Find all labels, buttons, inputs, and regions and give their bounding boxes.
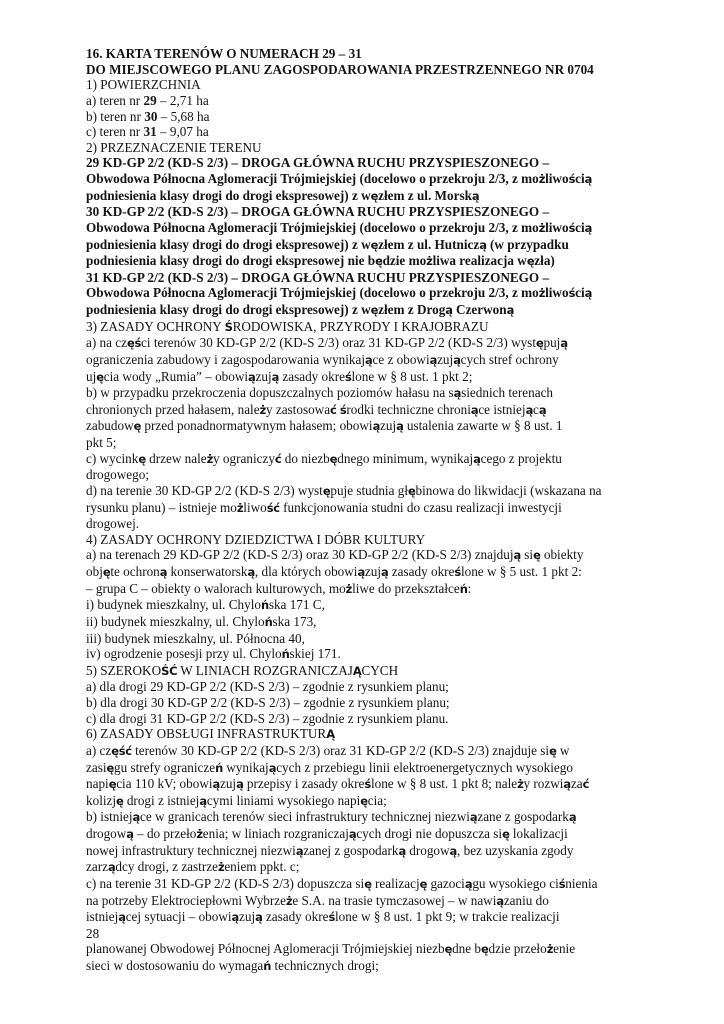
text-segment: 31: [143, 124, 157, 140]
text-line: [86, 124, 724, 140]
substituted-glyph: ą: [584, 220, 593, 235]
substituted-glyph: ą: [496, 893, 504, 908]
substituted-glyph: Ą: [352, 663, 362, 678]
text-line: [86, 631, 724, 647]
text-segment: 2) PRZEZNACZENIE TERENU: [86, 139, 262, 155]
substituted-glyph: ą: [538, 402, 547, 417]
document-lines: [86, 46, 724, 975]
substituted-glyph: ż: [546, 942, 554, 957]
section-heading: [86, 319, 724, 336]
substituted-glyph: ą: [348, 827, 357, 841]
text-segment: rysunku planu) – istnieje możliwość funkcjonowania studni do czasu realizacji inwestycji: [86, 499, 562, 515]
substituted-glyph: ę: [408, 483, 416, 498]
text-line: [86, 597, 724, 614]
substituted-glyph: ą: [429, 352, 438, 367]
text-segment: Obwodowa Północna Aglomeracji Trójmiejskiej (docelowo o przekroju 2/3, z możliwością: [86, 285, 593, 301]
substituted-glyph: ż: [217, 860, 225, 875]
substituted-glyph: ą: [525, 402, 534, 417]
document-title-line: [86, 46, 724, 62]
text-line: [86, 237, 724, 254]
substituted-glyph: ś: [454, 565, 461, 579]
substituted-glyph: ę: [360, 793, 368, 808]
text-segment: iv) ogrodzenie posesji przy ul. Chylońskiej 171.: [86, 646, 341, 662]
substituted-glyph: ę: [444, 942, 453, 957]
substituted-glyph: ę: [481, 942, 489, 957]
substituted-glyph: ę: [419, 876, 428, 891]
text-segment: a) na terenach 29 KD-GP 2/2 (KD-S 2/3) oraz 30 KD-GP 2/2 (KD-S 2/3) znajdują się obiekty: [86, 547, 584, 563]
text-line: [86, 909, 724, 926]
text-segment: podniesienia klasy drogi do drogi ekspresowej) z węzłem z ul. Morską: [86, 187, 480, 203]
text-segment: a) dla drogi 29 KD-GP 2/2 (KD-S 2/3) – zgodnie z rysunkiem planu;: [86, 679, 449, 695]
text-line: [86, 253, 724, 270]
text-line: [86, 402, 724, 419]
substituted-glyph: ą: [469, 810, 478, 825]
substituted-glyph: ś: [339, 402, 347, 417]
substituted-glyph: ą: [568, 810, 577, 825]
substituted-glyph: ą: [453, 352, 461, 367]
text-line: [86, 285, 724, 302]
substituted-glyph: ą: [470, 402, 479, 417]
text-line: [86, 941, 724, 958]
substituted-glyph: ą: [268, 760, 277, 775]
text-line: [86, 109, 724, 125]
text-segment: d) na terenie 30 KD-GP 2/2 (KD-S 2/3) występuje studnia głębinowa do likwidacji (wskazana na: [86, 482, 602, 498]
text-segment: c) teren nr: [86, 124, 144, 140]
text-line: [86, 809, 724, 826]
text-line: [86, 516, 724, 532]
substituted-glyph: ę: [526, 254, 535, 269]
text-line: [86, 614, 724, 631]
text-segment: 4) ZASADY OCHRONY DZIEDZICTWA I DÓBR KULTURY: [86, 531, 426, 547]
text-segment: iii) budynek mieszkalny, ul. Północna 40,: [86, 630, 305, 646]
text-segment: ii) budynek mieszkalny, ul. Chylońska 173,: [86, 613, 317, 629]
text-segment: c) wycinkę drzew należy ograniczyć do niezbędnego minimum, wynikającego z projektu: [86, 450, 562, 466]
text-segment: – 2,71 ha: [156, 92, 209, 108]
page-number: [86, 926, 724, 942]
substituted-glyph: ż: [196, 827, 203, 841]
text-segment: b) istniejące w granicach terenów sieci infrastruktury technicznej niezwiązane z gospodarką: [86, 809, 577, 825]
text-segment: zabudowę przed ponadnormatywnym hałasem; obowiązują ustalenia zawarte w § 8 ust. 1: [86, 418, 563, 434]
text-line: [86, 859, 724, 876]
text-line: [86, 418, 724, 435]
substituted-glyph: ń: [260, 598, 269, 613]
substituted-glyph: ą: [372, 419, 381, 434]
text-segment: b) dla drogi 30 KD-GP 2/2 (KD-S 2/3) – zgodnie z rysunkiem planu;: [86, 695, 450, 710]
text-line: [86, 435, 724, 451]
document-title-line: [86, 62, 724, 78]
text-segment: 29: [143, 92, 157, 108]
text-line: [86, 500, 724, 517]
text-segment: drogowego;: [86, 467, 149, 483]
text-segment: zasięgu strefy ograniczeń wynikających z przebiegu linii elektroenergetycznych wysokiego: [86, 759, 573, 775]
substituted-glyph: ś: [344, 369, 352, 384]
section-heading: [86, 532, 724, 548]
text-segment: podniesienia klasy drogi do drogi ekspresowej) z węzłem z ul. Hutniczą (w przypadku: [86, 236, 569, 252]
text-line: [86, 93, 724, 109]
substituted-glyph: ą: [381, 565, 389, 579]
text-segment: napięcia 110 kV; obowiązują przepisy i zasady określone w § 8 ust. 1 pkt 8; należy rozwiązać: [86, 776, 590, 792]
text-line: [86, 547, 724, 564]
text-line: [86, 302, 724, 319]
substituted-glyph: ę: [370, 237, 379, 252]
text-line: [86, 679, 724, 695]
text-segment: i) budynek mieszkalny, ul. Chylońska 171 C,: [86, 597, 325, 613]
text-segment: b) teren nr: [86, 108, 145, 124]
text-segment: kolizję drogi z istniejącymi liniami wysokiego napięcia;: [86, 792, 387, 808]
text-line: [86, 776, 724, 793]
text-line: [86, 958, 724, 975]
substituted-glyph: ż: [538, 220, 546, 235]
text-line: [86, 467, 724, 483]
substituted-glyph: ą: [449, 843, 457, 858]
text-segment: c) na terenie 31 KD-GP 2/2 (KD-S 2/3) dopuszcza się realizację gazociągu wysokiego ciśnienia: [86, 875, 598, 891]
substituted-glyph: ż: [236, 500, 244, 515]
section-heading: [86, 663, 724, 680]
substituted-glyph: ą: [453, 386, 462, 401]
substituted-glyph: ą: [231, 910, 239, 925]
text-segment: 3) ZASADY OCHRONY ŚRODOWISKA, PRZYRODY I KRAJOBRAZU: [86, 318, 489, 334]
substituted-glyph: ść: [266, 500, 280, 515]
substituted-glyph: ę: [370, 188, 379, 203]
text-line: [86, 564, 724, 581]
substituted-glyph: ż: [517, 777, 524, 792]
substituted-glyph: ą: [398, 843, 406, 858]
text-line: [86, 369, 724, 386]
substituted-glyph: ą: [236, 777, 244, 792]
text-segment: Obwodowa Północna Aglomeracji Trójmiejskiej (docelowo o przekroju 2/3, z możliwością: [86, 171, 593, 186]
substituted-glyph: ę: [533, 548, 541, 563]
text-segment: 16. KARTA TERENÓW O NUMERACH 29 – 31: [86, 46, 362, 61]
text-segment: chronionych przed hałasem, należy zastosować środki techniczne chroniące istniejącą: [86, 401, 547, 417]
text-line: [86, 483, 724, 500]
substituted-glyph: ą: [118, 910, 126, 925]
substituted-glyph: ą: [295, 843, 304, 858]
substituted-glyph: ą: [396, 419, 404, 434]
section-heading: [86, 140, 724, 156]
substituted-glyph: ś: [568, 172, 576, 186]
text-segment: planowanej Obwodowej Północnej Aglomeracji Trójmiejskiej niezbędne będzie przełożenie: [86, 941, 576, 957]
substituted-glyph: ą: [560, 336, 568, 351]
substituted-glyph: ę: [116, 793, 124, 808]
text-line: [86, 711, 724, 727]
substituted-glyph: ń: [263, 959, 272, 973]
text-segment: 29 KD-GP 2/2 (KD-S 2/3) – DROGA GŁÓWNA RUCHU PRZYSPIESZONEGO –: [86, 155, 550, 171]
text-line: [86, 826, 724, 843]
substituted-glyph: ś: [558, 876, 566, 891]
text-segment: 6) ZASADY OBSŁUGI INFRASTRUKTURĄ: [86, 726, 335, 742]
substituted-glyph: ą: [357, 565, 365, 579]
substituted-glyph: ą: [471, 188, 480, 203]
text-segment: na potrzeby Elektrociepłowni Wybrzeże S.A. na trasie tymczasowej – w nawiązaniu do: [86, 892, 549, 908]
text-line: [86, 335, 724, 352]
text-segment: ujęcia wody „Rumia” – obowiązują zasady określone w § 8 ust. 1 pkt 2;: [86, 368, 473, 384]
substituted-glyph: ę: [375, 254, 383, 269]
substituted-glyph: ń: [264, 614, 273, 629]
text-segment: 30: [144, 108, 158, 124]
text-line: [86, 695, 724, 711]
substituted-glyph: ś: [328, 910, 336, 925]
text-line: [86, 171, 724, 188]
substituted-glyph: ń: [215, 760, 223, 775]
text-line: [86, 220, 724, 237]
text-segment: pkt 5;: [86, 435, 117, 450]
text-segment: c) dla drogi 31 KD-GP 2/2 (KD-S 2/3) – zgodnie z rysunkiem planu.: [86, 710, 449, 726]
text-segment: istniejącej sytuacji – obowiązują zasady określone w § 8 ust. 1 pkt 9; w trakcie realizacji: [86, 909, 560, 925]
text-segment: zarządcy drogi, z zastrzeżeniem ppkt. c;: [86, 859, 300, 875]
text-line: [86, 876, 724, 893]
text-segment: a) część terenów 30 KD-GP 2/2 (KD-S 2/3) oraz 31 KD-GP 2/2 (KD-S 2/3) znajduje się w: [86, 742, 570, 758]
substituted-glyph: ą: [212, 777, 220, 792]
substituted-glyph: ę: [322, 483, 331, 498]
text-segment: nowej infrastruktury technicznej niezwiązanej z gospodarką drogową, bez uzyskania zgody: [86, 842, 574, 858]
text-segment: 28: [86, 925, 100, 941]
substituted-glyph: ą: [464, 876, 473, 891]
substituted-glyph: ś: [364, 777, 371, 792]
substituted-glyph: ę: [549, 743, 557, 758]
substituted-glyph: ą: [445, 303, 453, 317]
substituted-glyph: ż: [538, 286, 546, 301]
substituted-glyph: ć: [330, 402, 337, 417]
text-line: [86, 270, 724, 286]
text-line: [86, 352, 724, 369]
substituted-glyph: ą: [255, 910, 263, 925]
section-heading: [86, 726, 724, 743]
substituted-glyph: ę: [106, 760, 114, 775]
text-segment: a) na części terenów 30 KD-GP 2/2 (KD-S 2/3) oraz 31 KD-GP 2/2 (KD-S 2/3) występują: [86, 335, 568, 351]
text-segment: – 5,68 ha: [157, 108, 210, 124]
substituted-glyph: ą: [479, 237, 487, 252]
substituted-glyph: ż: [345, 581, 353, 596]
text-segment: – grupa C – obiekty o walorach kulturowych, możliwe do przekształceń:: [86, 580, 472, 596]
substituted-glyph: ę: [108, 777, 117, 792]
text-line: [86, 451, 724, 468]
substituted-glyph: ń: [459, 581, 468, 596]
substituted-glyph: ż: [206, 451, 214, 466]
text-segment: b) w przypadku przekroczenia dopuszczalnych poziomów hałasu na sąsiednich terenach: [86, 385, 554, 401]
substituted-glyph: ą: [513, 548, 521, 563]
substituted-glyph: ń: [281, 647, 290, 662]
substituted-glyph: ą: [563, 777, 571, 792]
substituted-glyph: ę: [102, 565, 111, 579]
text-segment: podniesienia klasy drogi do drogi ekspresowej) z węzłem z Drogą Czerwoną: [86, 302, 515, 317]
text-line: [86, 760, 724, 777]
substituted-glyph: ą: [506, 303, 515, 317]
text-segment: a) teren nr: [86, 92, 144, 108]
text-segment: 1) POWIERZCHNIA: [86, 77, 201, 93]
text-segment: objęte ochroną konserwatorską, dla których obowiązują zasady określone w § 5 ust. 1 pkt 2:: [86, 564, 582, 579]
substituted-glyph: ś: [568, 220, 576, 235]
text-line: [86, 893, 724, 910]
text-line: [86, 581, 724, 598]
text-line: [86, 385, 724, 402]
text-line: [86, 188, 724, 205]
substituted-glyph: ą: [126, 827, 134, 841]
text-segment: 5) SZEROKOŚĆ W LINIACH ROZGRANICZAJĄCYCH: [86, 662, 399, 678]
text-segment: drogowej.: [86, 516, 140, 532]
substituted-glyph: ć: [274, 451, 282, 466]
text-segment: Obwodowa Północna Aglomeracji Trójmiejskiej (docelowo o przekroju 2/3, z możliwością: [86, 219, 593, 235]
text-line: [86, 155, 724, 171]
substituted-glyph: ą: [584, 172, 593, 186]
text-line: [86, 743, 724, 760]
substituted-glyph: ę: [96, 369, 104, 384]
text-segment: podniesienia klasy drogi do drogi ekspresowej nie będzie możliwa realizacja węzła): [86, 253, 555, 269]
text-segment: ograniczenia zabudowy i zagospodarowania wynikające z obowiązujących stref ochrony: [86, 351, 559, 367]
text-segment: 30 KD-GP 2/2 (KD-S 2/3) – DROGA GŁÓWNA RUCHU PRZYSPIESZONEGO –: [86, 204, 550, 220]
substituted-glyph: ą: [132, 810, 140, 825]
substituted-glyph: ą: [199, 793, 207, 808]
text-segment: – 9,07 ha: [156, 124, 209, 140]
text-line: [86, 646, 724, 663]
text-segment: drogową – do przełożenia; w liniach rozgraniczających drogi nie dopuszcza się lokalizacji: [86, 826, 568, 841]
substituted-glyph: ę: [138, 451, 146, 466]
substituted-glyph: ę: [502, 827, 510, 841]
substituted-glyph: ą: [247, 565, 255, 579]
substituted-glyph: Ś: [224, 319, 233, 334]
text-line: [86, 843, 724, 860]
substituted-glyph: ś: [568, 286, 576, 301]
substituted-glyph: ą: [159, 565, 168, 579]
substituted-glyph: ŚĆ: [161, 663, 178, 678]
substituted-glyph: ą: [271, 369, 280, 384]
substituted-glyph: ę: [364, 876, 372, 891]
substituted-glyph: ż: [426, 254, 433, 269]
substituted-glyph: ą: [473, 451, 481, 466]
substituted-glyph: ą: [248, 369, 256, 384]
text-segment: sieci w dostosowaniu do wymagań technicznych drogi;: [86, 958, 379, 973]
substituted-glyph: ę: [370, 303, 379, 317]
substituted-glyph: ą: [107, 860, 116, 875]
substituted-glyph: ą: [365, 352, 373, 367]
substituted-glyph: ć: [582, 777, 590, 792]
substituted-glyph: ż: [259, 402, 266, 417]
substituted-glyph: ę: [329, 451, 338, 466]
text-line: [86, 204, 724, 220]
substituted-glyph: Ą: [326, 727, 335, 742]
substituted-glyph: ę: [133, 419, 142, 434]
text-segment: 31 KD-GP 2/2 (KD-S 2/3) – DROGA GŁÓWNA RUCHU PRZYSPIESZONEGO –: [86, 269, 550, 285]
substituted-glyph: ę: [535, 336, 544, 351]
substituted-glyph: ęś: [127, 336, 142, 351]
substituted-glyph: ż: [538, 172, 546, 186]
section-heading: [86, 77, 724, 93]
text-segment: DO MIEJSCOWEGO PLANU ZAGOSPODAROWANIA PRZESTRZENNEGO NR 0704: [86, 61, 594, 77]
substituted-glyph: ż: [286, 893, 293, 908]
text-line: [86, 793, 724, 810]
substituted-glyph: ęść: [111, 743, 132, 758]
substituted-glyph: ą: [584, 286, 593, 301]
